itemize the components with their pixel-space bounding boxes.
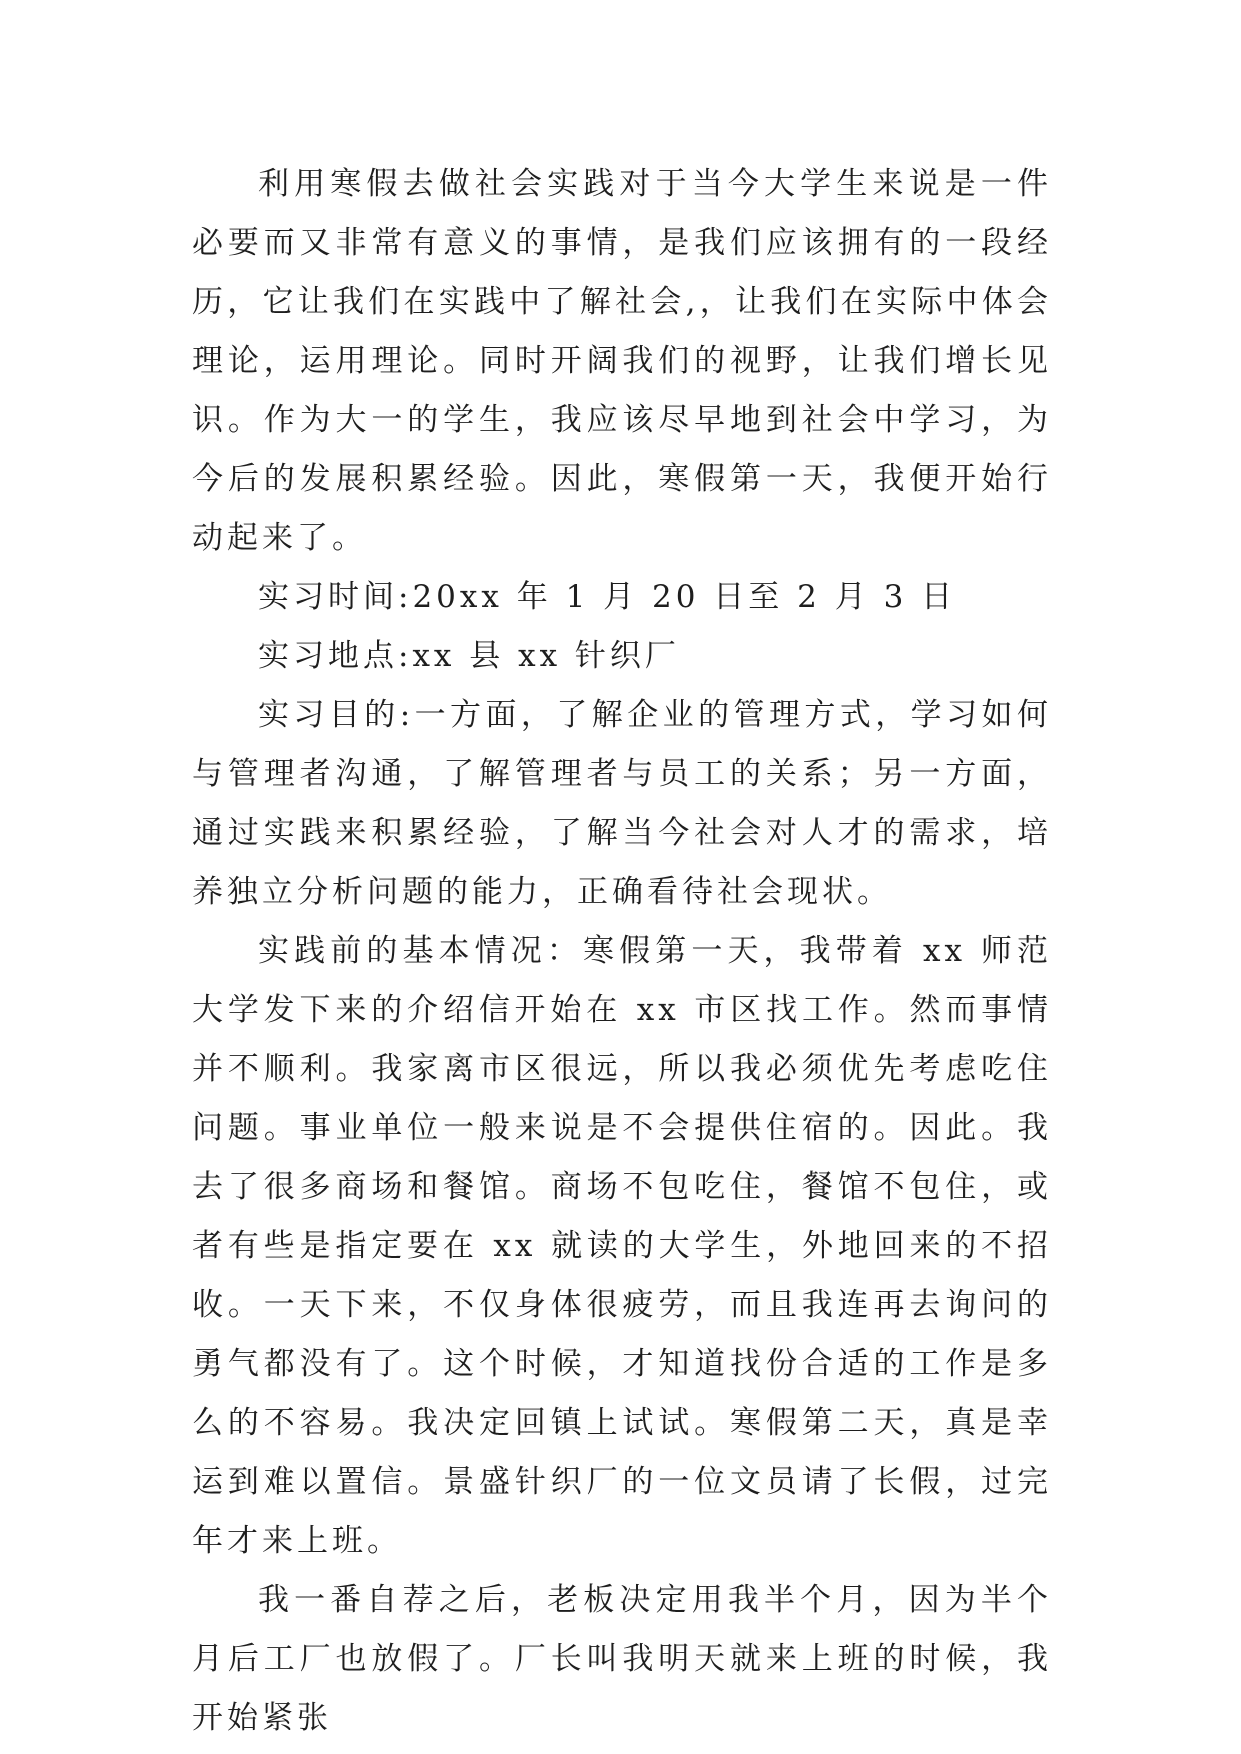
paragraph-self-recommendation: 我一番自荐之后，老板决定用我半个月，因为半个月后工厂也放假了。厂长叫我明天就来上班的时候，我开始紧张 bbox=[192, 1582, 1052, 1736]
paragraph-internship-purpose: 实习目的:一方面，了解企业的管理方式，学习如何与管理者沟通，了解管理者与员工的关系；另一方面，通过实践来积累经验，了解当今社会对人才的需求，培养独立分析问题的能力，正确看待社会现状。 bbox=[192, 697, 1052, 910]
document-body bbox=[192, 155, 1052, 1748]
paragraph-intro: 利用寒假去做社会实践对于当今大学生来说是一件必要而又非常有意义的事情，是我们应该拥有的一段经历，它让我们在实践中了解社会,，让我们在实际中体会理论，运用理论。同时开阔我们的视野，让我们增长见识。作为大一的学生，我应该尽早地到社会中学习，为今后的发展积累经验。因此，寒假第一天，我便开始行动起来了。 bbox=[192, 166, 1052, 556]
paragraph-background: 实践前的基本情况：寒假第一天，我带着 xx 师范大学发下来的介绍信开始在 xx 市区找工作。然而事情并不顺利。我家离市区很远，所以我必须优先考虑吃住问题。事业单位一般来说是不会提供住宿的。因此。我去了很多商场和餐馆。商场不包吃住，餐馆不包住，或者有些是指定要在 xx 就读的大学生，外地回来的不招收。一天下来，不仅身体很疲劳，而且我连再去询问的勇气都没有了。这个时候，才知道找份合适的工作是多么的不容易。我决定回镇上试试。寒假第二天，真是幸运到难以置信。景盛针织厂的一位文员请了长假，过完年才来上班。 bbox=[192, 933, 1052, 1559]
paragraph-internship-time: 实习时间:20xx 年 1 月 20 日至 2 月 3 日 bbox=[258, 579, 957, 615]
paragraph-internship-location: 实习地点:xx 县 xx 针织厂 bbox=[258, 638, 680, 674]
